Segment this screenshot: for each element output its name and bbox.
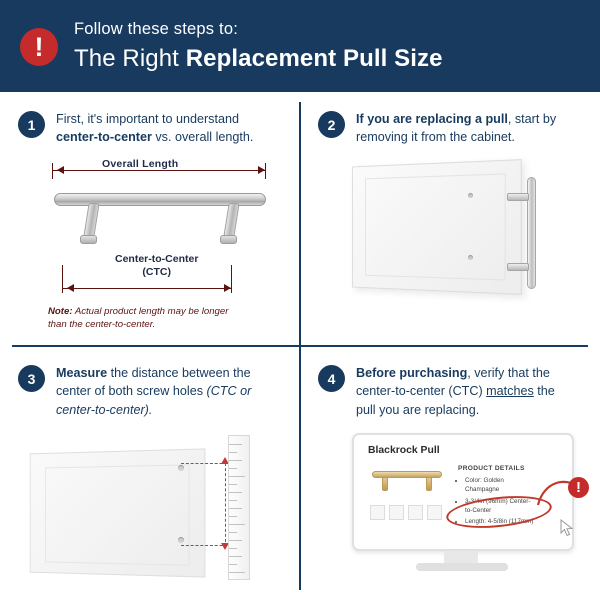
- step-1-text-b: vs. overall length.: [151, 130, 254, 145]
- step-3-number: 3: [18, 365, 45, 392]
- step-4-text-end: the pull you are replacing.: [356, 384, 555, 417]
- product-pull-post-right: [426, 477, 432, 491]
- thumbnail-item[interactable]: [408, 505, 423, 520]
- screw-hole-top: [178, 465, 184, 471]
- step-4-header: [318, 364, 580, 419]
- mounted-pull-post-bottom: [507, 263, 529, 271]
- pull-foot-right: [220, 235, 237, 244]
- note-text: Actual product length may be longer than the center-to-center.: [48, 305, 229, 330]
- step-2-text-bold: If you are replacing a pull: [356, 112, 508, 126]
- header-banner: [0, 0, 600, 92]
- ctc-arrow-left: [63, 284, 74, 292]
- step-3-text: [56, 364, 271, 419]
- measure-illustration: [18, 433, 280, 583]
- ctc-dim-line: [62, 288, 232, 289]
- overall-arrow-right: [258, 166, 269, 174]
- step-panel-3: [0, 346, 300, 600]
- step-panel-4: [300, 346, 600, 600]
- thumbnail-item[interactable]: [370, 505, 385, 520]
- ctc-arrow-right: [224, 284, 235, 292]
- screw-hole-top: [468, 193, 473, 198]
- pull-post-right: [223, 203, 239, 237]
- product-thumbnails[interactable]: [370, 505, 442, 520]
- exclamation-circle-icon: !: [568, 477, 589, 498]
- step-4-text-bold: Before purchasing: [356, 366, 468, 380]
- screw-hole-bottom: [468, 255, 473, 260]
- step-2-number: 2: [318, 111, 345, 138]
- thumbnail-item[interactable]: [427, 505, 442, 520]
- overall-length-label: Overall Length: [96, 158, 184, 170]
- step-3-text-mid: the distance between the center of both screw holes: [56, 366, 251, 399]
- exclamation-circle-icon: !: [20, 28, 58, 66]
- mounted-pull-post-top: [507, 193, 529, 201]
- mounted-pull: [523, 177, 535, 289]
- steps-grid: [0, 92, 600, 600]
- pull-post-left: [83, 203, 99, 237]
- pull-foot-left: [80, 235, 97, 244]
- product-details-heading: PRODUCT DETAILS: [458, 464, 525, 472]
- step-4-number: 4: [318, 365, 345, 392]
- ctc-label-line2: (CTC): [142, 265, 171, 278]
- step-2-text-rest: , start by removing it from the cabinet.: [356, 112, 557, 145]
- cursor-pointer-icon: [560, 519, 574, 537]
- step-3-text-bold: Measure: [56, 366, 108, 380]
- overall-dim-line: [52, 170, 266, 171]
- step-3-text-italic: (CTC or center-to-center).: [56, 384, 252, 417]
- step-2-text: [356, 110, 571, 147]
- ruler: [228, 435, 250, 580]
- diagram-note: [48, 305, 248, 332]
- step-panel-2: [300, 92, 600, 346]
- note-label: Note:: [48, 305, 73, 317]
- cabinet-door-illustration: [318, 157, 580, 307]
- step-1-number: 1: [18, 111, 45, 138]
- header-title: [74, 45, 443, 73]
- step-1-text: [56, 110, 271, 147]
- step-3-header: [18, 364, 280, 419]
- product-pull-post-left: [382, 477, 388, 491]
- step-1-header: [18, 110, 280, 147]
- header-text-block: [74, 20, 443, 73]
- step-2-header: [318, 110, 580, 147]
- monitor-screen: [352, 433, 581, 551]
- header-title-plain: The Right: [74, 44, 186, 72]
- overall-arrow-left: [53, 166, 64, 174]
- product-page-illustration: [318, 429, 580, 581]
- cabinet-door-inset: [365, 173, 506, 280]
- header-subtitle: Follow these steps to:: [74, 19, 238, 38]
- step-panel-1: [0, 92, 300, 346]
- product-title: Blackrock Pull: [368, 444, 440, 456]
- door-panel-inset: [45, 464, 189, 565]
- pull-dimension-diagram: [18, 159, 280, 334]
- step-4-text: [356, 364, 571, 419]
- monitor-base: [416, 563, 508, 571]
- screw-hole-bottom: [178, 537, 184, 543]
- header-title-bold: Replacement Pull Size: [185, 44, 443, 72]
- product-detail-item: • 3-3/4in (96mm) Center-to-Center: [465, 497, 536, 515]
- step-1-text-a: First, it's important to understand: [56, 112, 239, 126]
- ctc-label: [110, 253, 203, 279]
- step-1-text-bold: center-to-center: [56, 130, 152, 145]
- measure-span-line: [225, 463, 226, 547]
- step-4-text-underline: matches: [486, 384, 534, 399]
- product-detail-item: • Color: Golden Champagne: [465, 476, 536, 494]
- ctc-label-line1: Center-to-Center: [115, 252, 199, 265]
- product-detail-item: • Length: 4-5/8in (117mm): [465, 517, 536, 526]
- step-4-text-mid: , verify that the center-to-center (CTC): [356, 366, 550, 399]
- thumbnail-item[interactable]: [389, 505, 404, 520]
- pull-illustration: [54, 187, 266, 245]
- product-pull-image: [372, 467, 442, 493]
- cabinet-door-face: [352, 159, 522, 295]
